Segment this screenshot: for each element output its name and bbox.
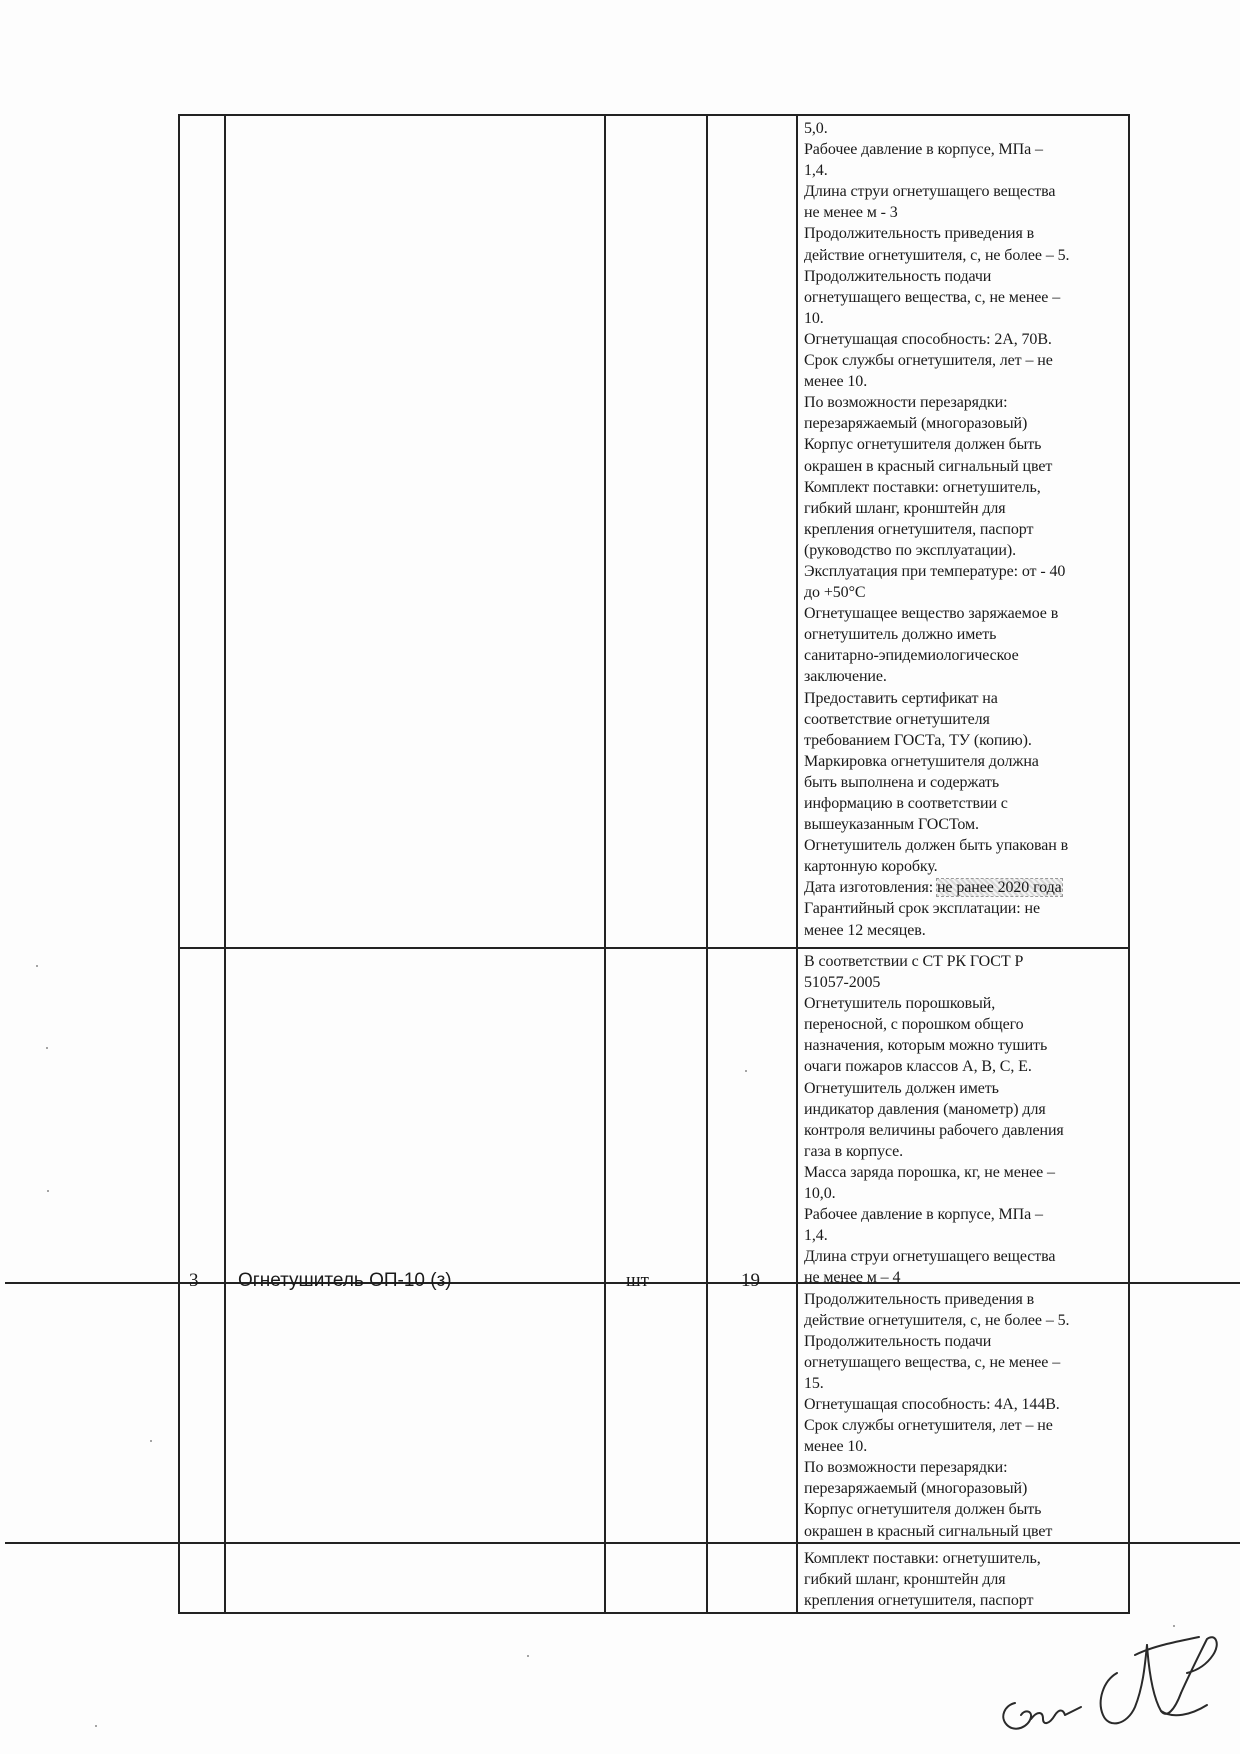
spec-line: (руководство по эксплуатации). — [804, 541, 1016, 559]
spec-line: огнетушитель должно иметь — [804, 626, 997, 644]
spec-line: очаги пожаров классов А, В, С, Е. — [804, 1058, 1032, 1076]
spec-line: менее 10. — [804, 373, 868, 391]
scan-speck — [36, 965, 38, 967]
spec-line: В соответствии с СТ РК ГОСТ Р — [804, 953, 1024, 970]
spec-line: не менее м - 3 — [804, 204, 898, 222]
spec-line: назначения, которым можно тушить — [804, 1037, 1048, 1055]
spec-line: 10,0. — [804, 1185, 836, 1203]
spec-line: Огнетушитель порошковый, — [804, 995, 996, 1013]
spec-line: Продолжительность приведения в — [804, 1290, 1035, 1308]
spec-line: санитарно-эпидемиологическое — [804, 647, 1019, 665]
spec-line: Огнетушитель должен иметь — [804, 1079, 999, 1097]
spec-line: Рабочее давление в корпусе, МПа – — [804, 141, 1043, 159]
spec-line: Предоставить сертификат на — [804, 689, 998, 707]
spec-line: картонную коробку. — [804, 858, 938, 876]
upper-date-value: не ранее 2020 года — [936, 879, 1062, 897]
table-border-bottom — [178, 1612, 1130, 1614]
spec-line: менее 12 месяцев. — [804, 921, 926, 939]
spec-line: гибкий шланг, кронштейн для — [804, 499, 1006, 517]
spec-line: действие огнетушителя, с, не более – 5. — [804, 1311, 1070, 1329]
spec-line: перезаряжаемый (многоразовый) — [804, 1480, 1028, 1498]
spec-line: индикатор давления (манометр) для — [804, 1100, 1046, 1118]
row3-spec-text — [804, 951, 1130, 1542]
spec-line: контроля величины рабочего давления — [804, 1121, 1064, 1139]
spec-line: Масса заряда порошка, кг, не менее – — [804, 1163, 1055, 1181]
spec-line: Огнетушащая способность: 2А, 70В. — [804, 330, 1052, 348]
spec-line: Маркировка огнетушителя должна — [804, 752, 1039, 770]
handwritten-signature — [985, 1615, 1235, 1745]
scan-speck — [46, 1047, 48, 1049]
spec-line: крепления огнетушителя, паспорт — [804, 520, 1034, 538]
spec-line: быть выполнена и содержать — [804, 773, 1000, 791]
column-divider-3 — [706, 115, 708, 1613]
spec-line: Огнетушитель должен быть упакован в — [804, 837, 1069, 855]
column-divider-1 — [224, 115, 226, 1613]
upper-date-line — [804, 877, 1130, 898]
spec-line: информацию в соответствии с — [804, 795, 1008, 812]
spec-line: По возможности перезарядки: — [804, 1459, 1008, 1477]
spec-line: Комплект поставки: огнетушитель, — [804, 1550, 1041, 1567]
spec-line: огнетушащего вещества, с, не менее – — [804, 288, 1061, 306]
spec-line: Огнетушащее вещество заряжаемое в — [804, 605, 1059, 623]
scan-speck — [95, 1725, 97, 1727]
spec-line: Эксплуатация при температуре: от - 40 — [804, 562, 1066, 580]
spec-line: Корпус огнетушителя должен быть — [804, 1501, 1042, 1519]
spec-line: 15. — [804, 1374, 824, 1392]
spec-line: требованием ГОСТа, ТУ (копию). — [804, 731, 1032, 749]
scan-speck — [527, 1655, 529, 1657]
spec-line: Продолжительность подачи — [804, 1332, 992, 1350]
spec-line: окрашен в красный сигнальный цвет — [804, 457, 1053, 475]
spec-line: действие огнетушителя, с, не более – 5. — [804, 246, 1070, 264]
spec-line: окрашен в красный сигнальный цвет — [804, 1522, 1053, 1540]
spec-line: Срок службы огнетушителя, лет – не — [804, 1417, 1053, 1435]
upper-spec-text — [804, 118, 1130, 941]
spec-line: 5,0. — [804, 120, 828, 137]
scan-speck — [150, 1440, 152, 1442]
spec-line: 51057-2005 — [804, 974, 881, 992]
spec-line: не менее м – 4 — [804, 1269, 901, 1287]
scan-speck — [47, 1190, 49, 1192]
spec-line: Гарантийный срок эксплатации: не — [804, 900, 1040, 918]
table-border-top — [178, 114, 1130, 116]
spec-line: Рабочее давление в корпусе, МПа – — [804, 1206, 1043, 1224]
spec-line: менее 10. — [804, 1438, 868, 1456]
spec-line: соответствие огнетушителя — [804, 710, 990, 728]
spec-line: Продолжительность подачи — [804, 267, 992, 285]
spec-line: крепления огнетушителя, паспорт — [804, 1592, 1034, 1610]
spec-line: Корпус огнетушителя должен быть — [804, 436, 1042, 454]
spec-line: Продолжительность приведения в — [804, 225, 1035, 243]
spec-line: 10. — [804, 309, 824, 327]
row3-number: 3 — [189, 1270, 199, 1291]
spec-line: 1,4. — [804, 162, 828, 180]
spec-line: переносной, с порошком общего — [804, 1016, 1024, 1034]
row3-quantity: 19 — [741, 1270, 760, 1291]
spec-line: перезаряжаемый (многоразовый) — [804, 415, 1028, 433]
spec-line: огнетушащего вещества, с, не менее – — [804, 1353, 1061, 1371]
column-divider-2 — [604, 115, 606, 1613]
spec-line: 1,4. — [804, 1227, 828, 1245]
spec-line: газа в корпусе. — [804, 1142, 904, 1160]
spec-line: гибкий шланг, кронштейн для — [804, 1571, 1006, 1589]
spec-line: Длина струи огнетушащего вещества — [804, 1248, 1056, 1266]
spec-line: По возможности перезарядки: — [804, 394, 1008, 412]
spec-line: заключение. — [804, 668, 887, 686]
scan-speck — [745, 1070, 747, 1072]
page-cut-line-lower — [5, 1542, 1240, 1544]
row-divider — [178, 947, 1130, 949]
lower-spec-text — [804, 1548, 1130, 1611]
table-border-left — [178, 115, 180, 1613]
column-divider-4 — [796, 115, 798, 1613]
row3-unit: шт — [626, 1270, 649, 1291]
spec-line: Огнетушащая способность: 4А, 144В. — [804, 1395, 1060, 1413]
upper-date-label: Дата изготовления: — [804, 879, 937, 897]
row3-item-name: Огнетушитель ОП-10 (з) — [238, 1270, 452, 1291]
spec-line: до +50°С — [804, 584, 866, 602]
spec-line: Длина струи огнетушащего вещества — [804, 183, 1056, 201]
spec-line: Комплект поставки: огнетушитель, — [804, 478, 1041, 496]
spec-line: вышеуказанным ГОСТом. — [804, 816, 979, 834]
spec-line: Срок службы огнетушителя, лет – не — [804, 352, 1053, 370]
